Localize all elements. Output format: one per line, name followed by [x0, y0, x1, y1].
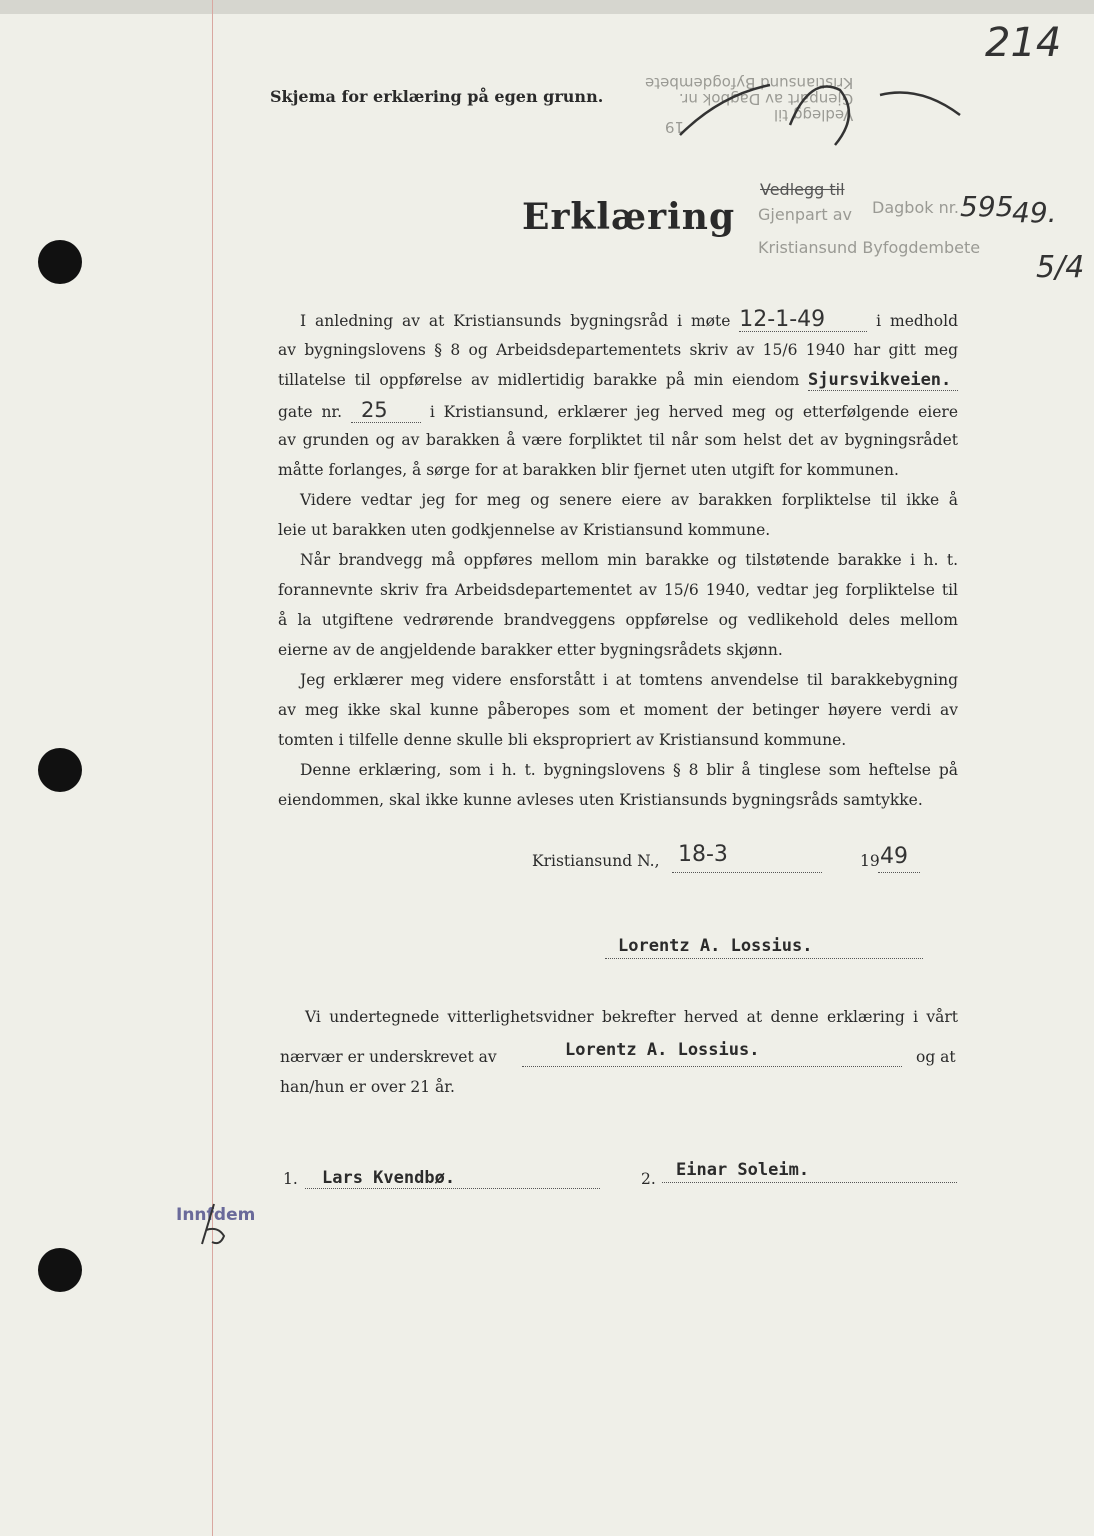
- date: 18-3: [678, 842, 728, 867]
- stamp-office: Kristiansund Byfogdembete: [758, 238, 981, 257]
- p1-line4-b: i Kristiansund, erklærer jeg herved meg og etterfølgende eiere: [429, 403, 958, 421]
- witness-line2-a: nærvær er underskrevet av: [280, 1048, 497, 1066]
- street-name: Sjursvikveien.: [807, 370, 952, 390]
- witness-1-line: [305, 1188, 600, 1189]
- place: Kristiansund N.,: [532, 852, 660, 870]
- p1-line1-b: i medhold: [876, 312, 958, 330]
- witness-1-number: 1.: [283, 1170, 298, 1188]
- meeting-date: 12-1-49: [739, 307, 826, 332]
- witness-2-line: [662, 1182, 957, 1183]
- punch-hole-bottom: [38, 1248, 82, 1292]
- margin-rule: [212, 0, 213, 1536]
- upside-stamp-line1: Vedlegg til: [773, 106, 854, 124]
- upside-stamp-line3: Kristiansund Byfogdembete: [645, 74, 854, 92]
- p3-line3: å la utgiftene vedrørende brandveggens oppførelse og vedlikehold deles mellom: [278, 611, 958, 629]
- p1-line5: av grunden og av barakken å være forpliktet til når som helst det av bygningsrådet: [278, 431, 958, 449]
- p3-line4: eierne av de angjeldende barakker etter bygningsrådets skjønn.: [278, 641, 783, 659]
- witness-line1: Vi undertegnede vitterlighetsvidner bekrefter herved at denne erklæring i vårt: [305, 1008, 958, 1026]
- year-line: [878, 872, 920, 873]
- margin-note-stamp: Innfdem: [176, 1205, 256, 1225]
- p1-line3: [278, 370, 958, 391]
- upside-stamp-year: 19: [665, 118, 685, 136]
- signed-by-line: [522, 1066, 902, 1067]
- p3-line1: Når brandvegg må oppføres mellom min barakke og tilstøtende barakke i h. t.: [300, 551, 958, 569]
- p3-line2: forannevnte skriv fra Arbeidsdepartementet av 15/6 1940, vedtar jeg forpliktelse til: [278, 581, 958, 599]
- margin-note-ink: [192, 1200, 232, 1250]
- signature: Lorentz A. Lossius.: [618, 936, 813, 956]
- p1-line1-a: I anledning av at Kristiansunds bygningsråd i møte: [300, 312, 731, 330]
- p5-line2: eiendommen, skal ikke kunne avleses uten Kristiansunds bygningsråds samtykke.: [278, 791, 923, 809]
- dagbok-number: 595: [960, 190, 1014, 223]
- p2-line1: Videre vedtar jeg for meg og senere eiere av barakken forpliktelse til ikke å: [300, 491, 958, 509]
- street-number-field: [351, 400, 421, 423]
- p1-line6: måtte forlanges, å sørge for at barakken blir fjernet uten utgift for kommunen.: [278, 461, 899, 479]
- p1-line4-a: gate nr.: [278, 403, 343, 421]
- dagbok-year: 49.: [1012, 196, 1057, 229]
- p1-line4: [278, 400, 958, 423]
- p4-line1: Jeg erklærer meg videre ensforstått i at tomtens anvendelse til barakkebygning: [300, 671, 958, 689]
- witness-2-number: 2.: [641, 1170, 656, 1188]
- upside-stamp-line2: Gjenpart av Dagbok nr.: [678, 90, 854, 108]
- p1-line3-a: tillatelse til oppførelse av midlertidig barakke på min eiendom: [278, 371, 800, 389]
- punch-hole-top: [38, 240, 82, 284]
- p1-line1: [300, 307, 958, 332]
- p1-line2: av bygningslovens § 8 og Arbeidsdepartementets skriv av 15/6 1940 har gitt meg: [278, 341, 958, 359]
- form-header: Skjema for erklæring på egen grunn.: [270, 87, 604, 106]
- meeting-date-field: [739, 307, 867, 332]
- scan-top-edge: [0, 0, 1094, 14]
- street-number: 25: [360, 398, 388, 422]
- witness-line2-b: og at: [916, 1048, 956, 1066]
- year: 49: [880, 844, 908, 869]
- stamp-gjenpart: Gjenpart av: [758, 205, 852, 224]
- punch-hole-middle: [38, 748, 82, 792]
- p2-line2: leie ut barakken uten godkjennelse av Kristiansund kommune.: [278, 521, 771, 539]
- page-number: 214: [985, 20, 1062, 66]
- stamp-dagbok-label: Dagbok nr.: [872, 198, 959, 217]
- year-prefix: 19: [860, 852, 880, 870]
- document-title: Erklæring: [522, 196, 736, 238]
- street-field: [808, 370, 958, 391]
- p5-line1: Denne erklæring, som i h. t. bygningslovens § 8 blir å tinglese som heftelse på: [300, 761, 958, 779]
- pen-scribble: [660, 55, 980, 155]
- witness-2-name: Einar Soleim.: [676, 1160, 810, 1180]
- witness-1-name: Lars Kvendbø.: [322, 1168, 456, 1188]
- stamp-vedlegg-struck: Vedlegg til: [760, 180, 845, 199]
- signature-line: [605, 958, 923, 959]
- witness-line3: han/hun er over 21 år.: [280, 1078, 455, 1096]
- side-note: 5/4: [1036, 250, 1085, 285]
- p4-line3: tomten i tilfelle denne skulle bli ekspropriert av Kristiansund kommune.: [278, 731, 847, 749]
- date-line: [672, 872, 822, 873]
- signed-by: Lorentz A. Lossius.: [565, 1040, 760, 1060]
- p4-line2: av meg ikke skal kunne påberopes som et moment der betinger høyere verdi av: [278, 701, 958, 719]
